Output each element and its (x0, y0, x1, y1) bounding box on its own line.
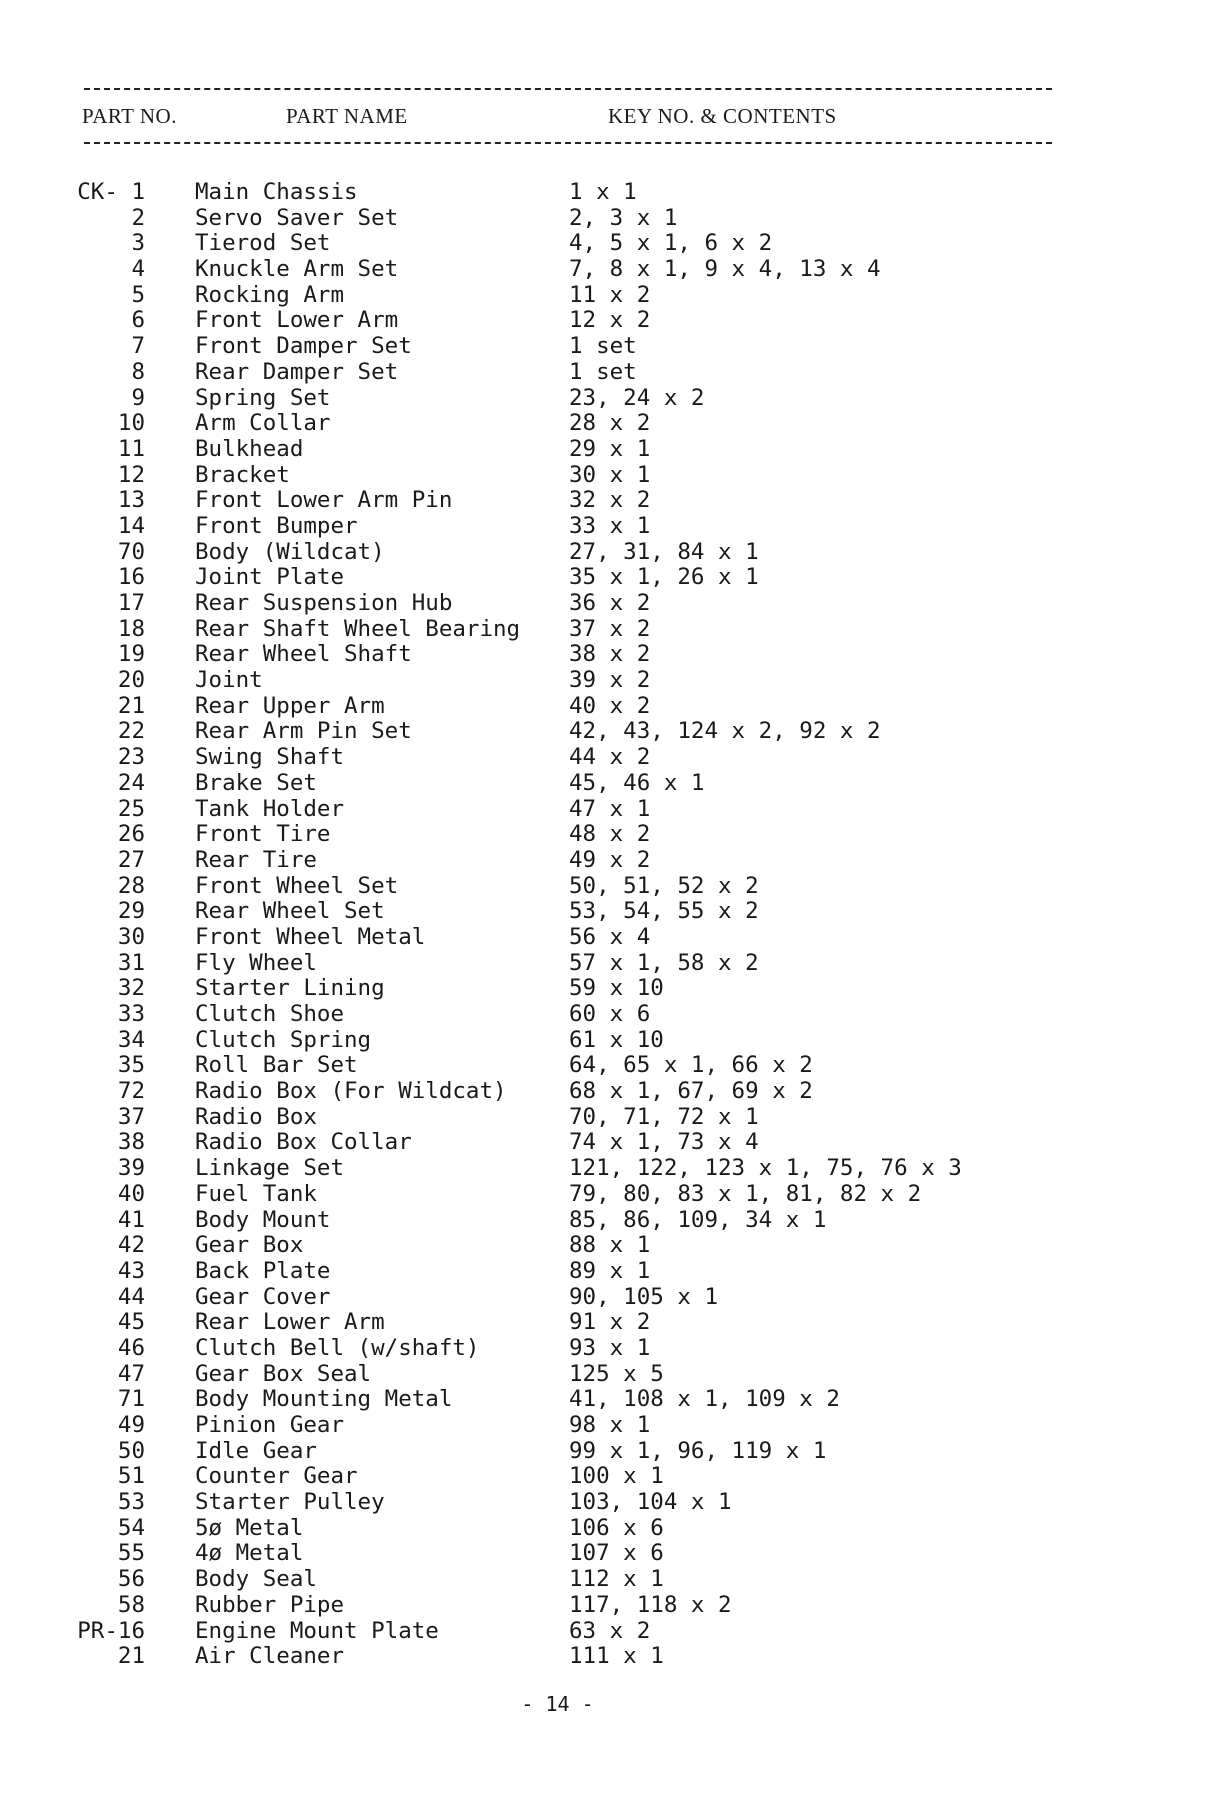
part-name: Fly Wheel (195, 949, 317, 976)
key-contents: 85, 86, 109, 34 x 1 (569, 1206, 827, 1233)
part-name: Engine Mount Plate (195, 1617, 439, 1644)
part-name: Tank Holder (195, 795, 345, 822)
list-item (0, 1002, 1215, 1028)
part-number: 25 (117, 795, 145, 822)
list-item (0, 1644, 1215, 1670)
part-name: Rear Wheel Shaft (195, 641, 412, 668)
key-contents: 27, 31, 84 x 1 (569, 538, 759, 565)
part-number: 21 (117, 1643, 145, 1670)
part-name: Counter Gear (195, 1463, 358, 1490)
key-contents: 125 x 5 (569, 1360, 664, 1387)
part-name: Front Wheel Set (195, 872, 399, 899)
part-name: Linkage Set (195, 1155, 345, 1182)
key-contents: 68 x 1, 67, 69 x 2 (569, 1078, 813, 1105)
key-contents: 32 x 2 (569, 487, 651, 514)
list-item (0, 591, 1215, 617)
part-name: Front Bumper (195, 512, 358, 539)
part-number: 2 (131, 204, 145, 231)
part-name: Gear Box (195, 1232, 304, 1259)
part-number: 34 (117, 1026, 145, 1053)
part-number: 70 (117, 538, 145, 565)
part-name: Clutch Bell (w/shaft) (195, 1334, 480, 1361)
key-contents: 42, 43, 124 x 2, 92 x 2 (569, 718, 881, 745)
list-item (0, 1028, 1215, 1054)
part-number: 58 (117, 1591, 145, 1618)
part-number: 46 (117, 1334, 145, 1361)
part-name: Fuel Tank (195, 1180, 317, 1207)
key-contents: 38 x 2 (569, 641, 651, 668)
list-item (0, 1387, 1215, 1413)
part-number: 13 (117, 487, 145, 514)
list-item (0, 745, 1215, 771)
key-contents: 60 x 6 (569, 1001, 651, 1027)
key-contents: 4, 5 x 1, 6 x 2 (569, 230, 773, 257)
part-name: Starter Pulley (195, 1489, 385, 1516)
part-number: 51 (117, 1463, 145, 1490)
part-name: Clutch Spring (195, 1026, 372, 1053)
key-contents: 49 x 2 (569, 846, 651, 873)
key-contents: 98 x 1 (569, 1412, 651, 1438)
part-name: Roll Bar Set (195, 1052, 358, 1079)
list-item (0, 1593, 1215, 1619)
list-item (0, 488, 1215, 514)
key-contents: 1 set (569, 358, 637, 385)
part-number: 72 (117, 1078, 145, 1105)
key-contents: 56 x 4 (569, 923, 651, 950)
list-item (0, 617, 1215, 643)
key-contents: 45, 46 x 1 (569, 769, 705, 796)
list-item (0, 437, 1215, 463)
list-item (0, 1079, 1215, 1105)
part-name: Main Chassis (195, 179, 358, 205)
parts-list (0, 180, 1215, 1670)
key-contents: 1 set (569, 333, 637, 360)
part-name: Idle Gear (195, 1437, 317, 1464)
part-number: 40 (117, 1180, 145, 1207)
key-contents: 88 x 1 (569, 1232, 651, 1259)
part-number: 50 (117, 1437, 145, 1464)
part-name: Rear Arm Pin Set (195, 718, 412, 745)
list-item (0, 1208, 1215, 1234)
part-number: 9 (131, 384, 145, 411)
part-name: Brake Set (195, 769, 317, 796)
part-number: CK- 1 (77, 179, 145, 205)
part-name: Radio Box (195, 1103, 317, 1130)
part-number: 17 (117, 590, 145, 616)
part-number: 35 (117, 1052, 145, 1079)
key-contents: 59 x 10 (569, 975, 664, 1002)
part-name: Starter Lining (195, 975, 385, 1002)
list-item (0, 540, 1215, 566)
part-number: 42 (117, 1232, 145, 1259)
key-contents: 79, 80, 83 x 1, 81, 82 x 2 (569, 1180, 922, 1207)
list-item (0, 1310, 1215, 1336)
part-name: Front Tire (195, 821, 331, 848)
list-item (0, 642, 1215, 668)
part-number: 4 (131, 256, 145, 283)
part-number: 71 (117, 1386, 145, 1413)
part-name: Body (Wildcat) (195, 538, 385, 565)
list-item (0, 1336, 1215, 1362)
key-contents: 107 x 6 (569, 1540, 664, 1567)
list-item (0, 360, 1215, 386)
part-name: Front Lower Arm (195, 307, 399, 334)
key-contents: 57 x 1, 58 x 2 (569, 949, 759, 976)
part-number: 14 (117, 512, 145, 539)
part-number: 47 (117, 1360, 145, 1387)
part-number: 53 (117, 1489, 145, 1516)
key-contents: 50, 51, 52 x 2 (569, 872, 759, 899)
part-number: 11 (117, 435, 145, 462)
part-number: 45 (117, 1309, 145, 1336)
key-contents: 11 x 2 (569, 281, 651, 308)
list-item (0, 874, 1215, 900)
part-name: Rear Wheel Set (195, 898, 385, 925)
list-item (0, 1567, 1215, 1593)
part-name: Front Damper Set (195, 333, 412, 360)
part-name: Knuckle Arm Set (195, 256, 399, 283)
list-item (0, 1490, 1215, 1516)
part-name: Gear Box Seal (195, 1360, 372, 1387)
part-name: Servo Saver Set (195, 204, 399, 231)
part-name: Arm Collar (195, 410, 331, 437)
part-name: Back Plate (195, 1257, 331, 1284)
key-contents: 89 x 1 (569, 1257, 651, 1284)
list-item (0, 1259, 1215, 1285)
part-number: 41 (117, 1206, 145, 1233)
part-number: 38 (117, 1129, 145, 1156)
part-name: Pinion Gear (195, 1412, 345, 1438)
part-name: Rear Suspension Hub (195, 590, 453, 616)
part-number: PR-16 (77, 1617, 145, 1644)
key-contents: 39 x 2 (569, 667, 651, 694)
list-item (0, 1105, 1215, 1131)
key-contents: 30 x 1 (569, 461, 651, 488)
part-number: 5 (131, 281, 145, 308)
part-name: Spring Set (195, 384, 331, 411)
list-item (0, 411, 1215, 437)
list-item (0, 1285, 1215, 1311)
part-name: Rubber Pipe (195, 1591, 345, 1618)
key-contents: 29 x 1 (569, 435, 651, 462)
part-number: 26 (117, 821, 145, 848)
list-item (0, 1362, 1215, 1388)
list-item (0, 976, 1215, 1002)
list-item (0, 1413, 1215, 1439)
part-number: 18 (117, 615, 145, 642)
key-contents: 28 x 2 (569, 410, 651, 437)
list-item (0, 1182, 1215, 1208)
part-number: 12 (117, 461, 145, 488)
part-number: 22 (117, 718, 145, 745)
list-item (0, 1516, 1215, 1542)
part-number: 16 (117, 564, 145, 591)
part-name: Radio Box (For Wildcat) (195, 1078, 507, 1105)
column-header-part-name: PART NAME (286, 104, 408, 128)
list-item (0, 822, 1215, 848)
key-contents: 61 x 10 (569, 1026, 664, 1053)
list-item (0, 1619, 1215, 1645)
key-contents: 48 x 2 (569, 821, 651, 848)
list-item (0, 694, 1215, 720)
list-item (0, 565, 1215, 591)
key-contents: 1 x 1 (569, 179, 637, 205)
part-number: 43 (117, 1257, 145, 1284)
part-number: 44 (117, 1283, 145, 1310)
part-name: Air Cleaner (195, 1643, 345, 1670)
list-item (0, 1053, 1215, 1079)
key-contents: 99 x 1, 96, 119 x 1 (569, 1437, 827, 1464)
part-name: Rear Tire (195, 846, 317, 873)
part-name: Bulkhead (195, 435, 304, 462)
key-contents: 37 x 2 (569, 615, 651, 642)
list-item (0, 848, 1215, 874)
part-name: Swing Shaft (195, 744, 345, 771)
part-name: Body Mount (195, 1206, 331, 1233)
part-number: 37 (117, 1103, 145, 1130)
part-number: 31 (117, 949, 145, 976)
part-name: Front Lower Arm Pin (195, 487, 453, 514)
key-contents: 23, 24 x 2 (569, 384, 705, 411)
key-contents: 41, 108 x 1, 109 x 2 (569, 1386, 840, 1413)
part-number: 29 (117, 898, 145, 925)
part-name: Clutch Shoe (195, 1001, 345, 1027)
list-item (0, 283, 1215, 309)
list-item (0, 1130, 1215, 1156)
key-contents: 35 x 1, 26 x 1 (569, 564, 759, 591)
list-item (0, 231, 1215, 257)
column-header-key-contents: KEY NO. & CONTENTS (608, 104, 837, 128)
part-number: 24 (117, 769, 145, 796)
list-item (0, 951, 1215, 977)
part-name: Body Mounting Metal (195, 1386, 453, 1413)
part-number: 23 (117, 744, 145, 771)
part-name: Gear Cover (195, 1283, 331, 1310)
list-item (0, 1541, 1215, 1567)
key-contents: 70, 71, 72 x 1 (569, 1103, 759, 1130)
part-number: 20 (117, 667, 145, 694)
part-number: 39 (117, 1155, 145, 1182)
key-contents: 40 x 2 (569, 692, 651, 719)
list-item (0, 180, 1215, 206)
list-item (0, 206, 1215, 232)
list-item (0, 463, 1215, 489)
part-name: 5ø Metal (195, 1514, 304, 1541)
key-contents: 53, 54, 55 x 2 (569, 898, 759, 925)
part-number: 54 (117, 1514, 145, 1541)
key-contents: 100 x 1 (569, 1463, 664, 1490)
key-contents: 44 x 2 (569, 744, 651, 771)
part-number: 30 (117, 923, 145, 950)
list-item (0, 797, 1215, 823)
list-item (0, 668, 1215, 694)
key-contents: 7, 8 x 1, 9 x 4, 13 x 4 (569, 256, 881, 283)
part-number: 19 (117, 641, 145, 668)
list-item (0, 308, 1215, 334)
key-contents: 33 x 1 (569, 512, 651, 539)
part-number: 32 (117, 975, 145, 1002)
part-number: 56 (117, 1566, 145, 1593)
list-item (0, 1464, 1215, 1490)
part-name: Body Seal (195, 1566, 317, 1593)
header-bottom-rule (84, 142, 1052, 144)
part-number: 6 (131, 307, 145, 334)
part-number: 7 (131, 333, 145, 360)
part-name: 4ø Metal (195, 1540, 304, 1567)
key-contents: 121, 122, 123 x 1, 75, 76 x 3 (569, 1155, 962, 1182)
key-contents: 36 x 2 (569, 590, 651, 616)
key-contents: 64, 65 x 1, 66 x 2 (569, 1052, 813, 1079)
part-name: Rear Lower Arm (195, 1309, 385, 1336)
list-item (0, 899, 1215, 925)
part-name: Joint Plate (195, 564, 345, 591)
column-header-part-no: PART NO. (82, 104, 177, 128)
list-item (0, 514, 1215, 540)
part-name: Radio Box Collar (195, 1129, 412, 1156)
key-contents: 112 x 1 (569, 1566, 664, 1593)
part-number: 33 (117, 1001, 145, 1027)
part-number: 28 (117, 872, 145, 899)
part-name: Front Wheel Metal (195, 923, 426, 950)
key-contents: 91 x 2 (569, 1309, 651, 1336)
part-name: Joint (195, 667, 263, 694)
part-number: 55 (117, 1540, 145, 1567)
part-name: Bracket (195, 461, 290, 488)
list-item (0, 1439, 1215, 1465)
part-number: 27 (117, 846, 145, 873)
key-contents: 63 x 2 (569, 1617, 651, 1644)
part-name: Tierod Set (195, 230, 331, 257)
key-contents: 111 x 1 (569, 1643, 664, 1670)
key-contents: 117, 118 x 2 (569, 1591, 732, 1618)
part-number: 49 (117, 1412, 145, 1438)
part-name: Rear Shaft Wheel Bearing (195, 615, 521, 642)
key-contents: 2, 3 x 1 (569, 204, 678, 231)
list-item (0, 334, 1215, 360)
key-contents: 93 x 1 (569, 1334, 651, 1361)
list-item (0, 771, 1215, 797)
part-number: 3 (131, 230, 145, 257)
page-number: - 14 - (521, 1692, 594, 1716)
list-item (0, 386, 1215, 412)
part-name: Rocking Arm (195, 281, 345, 308)
list-item (0, 1233, 1215, 1259)
header-top-rule (84, 88, 1052, 90)
list-item (0, 257, 1215, 283)
key-contents: 12 x 2 (569, 307, 651, 334)
list-item (0, 925, 1215, 951)
part-number: 21 (117, 692, 145, 719)
part-number: 10 (117, 410, 145, 437)
key-contents: 103, 104 x 1 (569, 1489, 732, 1516)
key-contents: 106 x 6 (569, 1514, 664, 1541)
list-item (0, 1156, 1215, 1182)
key-contents: 90, 105 x 1 (569, 1283, 719, 1310)
part-number: 8 (131, 358, 145, 385)
part-name: Rear Damper Set (195, 358, 399, 385)
part-name: Rear Upper Arm (195, 692, 385, 719)
list-item (0, 719, 1215, 745)
key-contents: 47 x 1 (569, 795, 651, 822)
key-contents: 74 x 1, 73 x 4 (569, 1129, 759, 1156)
